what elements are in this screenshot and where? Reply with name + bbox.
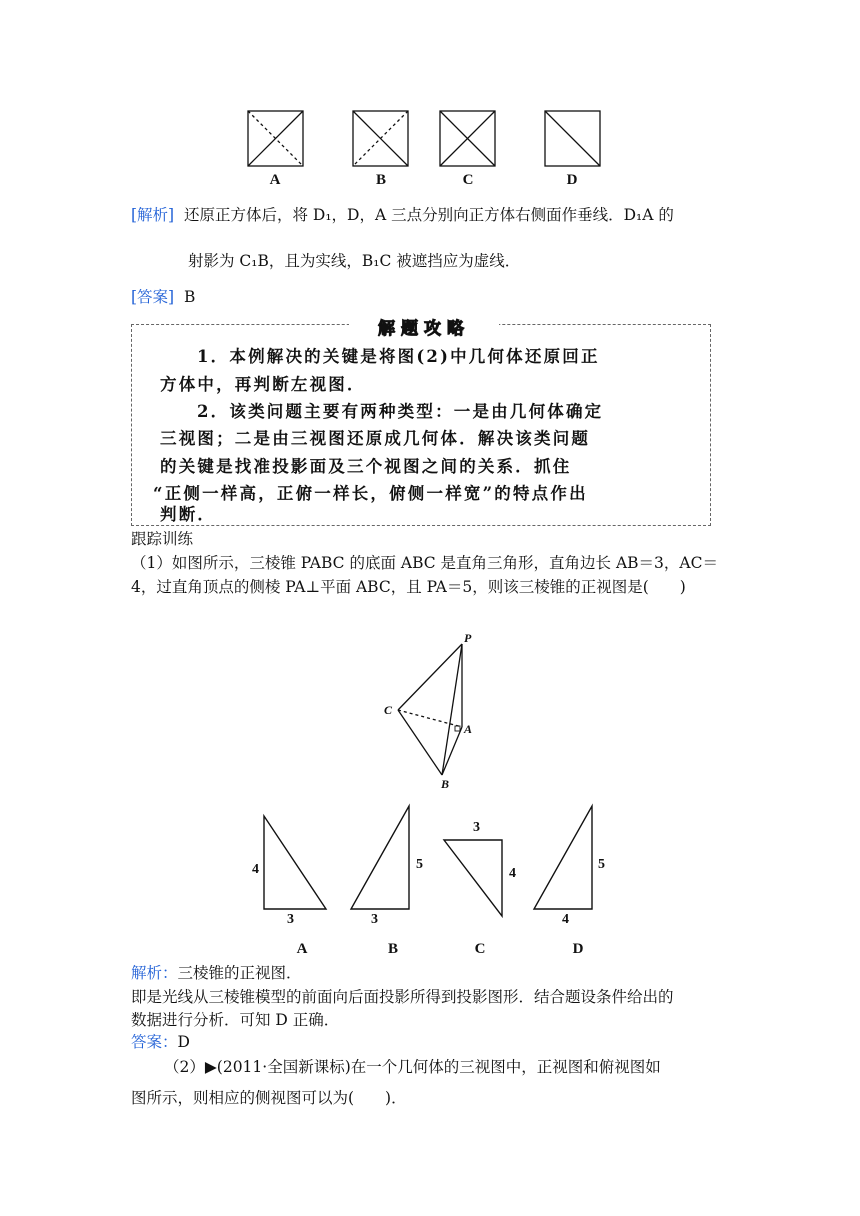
analysis-1-line-1 <box>131 204 674 226</box>
cube-view-options <box>0 0 860 200</box>
triangle-options <box>0 800 860 930</box>
strategy-line: 方体中，再判断左视图． <box>160 375 366 394</box>
vertex-c: C <box>384 703 393 717</box>
strategy-line: 1．本例解决的关键是将图(2)中几何体还原回正 <box>197 347 600 366</box>
tri-c-base: 3 <box>473 820 480 835</box>
analysis-text: 还原正方体后，将 D₁，D，A 三点分别向正方体右侧面作垂线．D₁A 的 <box>183 206 674 224</box>
answer-value: B <box>183 288 196 306</box>
strategy-line: 2．该类问题主要有两种类型：一是由几何体确定 <box>197 402 604 421</box>
tri-option-label-a: A <box>296 941 308 957</box>
tri-option-label-d: D <box>572 941 584 957</box>
cube-option-label-a: A <box>269 172 281 188</box>
tri-option-label-b: B <box>387 941 398 957</box>
vertex-a: A <box>464 722 473 736</box>
analysis-2-line-1 <box>131 962 302 984</box>
strategy-line: 判断． <box>160 505 217 524</box>
strategy-line: “正侧一样高，正俯一样长，俯侧一样宽”的特点作出 <box>153 484 588 503</box>
analysis-2-tag: 解析： <box>131 964 178 982</box>
tri-option-label-c: C <box>474 941 486 957</box>
cube-option-label-d: D <box>566 172 578 188</box>
tri-a-base: 3 <box>287 912 294 927</box>
analysis-2-text: 三棱锥的正视图． <box>177 964 302 982</box>
analysis-2-line-3: 数据进行分析．可知 D 正确． <box>131 1011 340 1029</box>
exercise-line-2: 4，过直角顶点的侧棱 PA⊥平面 ABC，且 PA＝5，则该三棱锥的正视图是( ) <box>131 578 686 596</box>
triangle-a <box>264 816 326 909</box>
cube-option-label-b: B <box>375 172 386 188</box>
exercise-heading: 跟踪训练 <box>131 530 194 548</box>
tri-b-side: 5 <box>416 857 423 872</box>
answer-2 <box>131 1031 190 1053</box>
answer-tag: [答案] <box>131 288 175 306</box>
triangle-c <box>444 840 502 916</box>
tri-d-side: 5 <box>598 857 605 872</box>
strategy-title: 解题攻略 <box>349 314 499 336</box>
tri-b-base: 3 <box>371 912 378 927</box>
strategy-line: 三视图；二是由三视图还原成几何体．解决该类问题 <box>160 429 591 448</box>
answer-2-tag: 答案： <box>131 1033 178 1051</box>
strategy-line: 的关键是找准投影面及三个视图之间的关系．抓住 <box>160 457 572 476</box>
cube-option-label-c: C <box>462 172 474 188</box>
analysis-2-line-2: 即是光线从三棱锥模型的前面向后面投影所得到投影图形．结合题设条件给出的 <box>131 988 674 1006</box>
answer-1 <box>131 286 195 308</box>
triangle-d <box>534 806 592 909</box>
analysis-tag: [解析] <box>131 206 175 224</box>
vertex-b: B <box>441 777 450 791</box>
answer-2-value: D <box>177 1033 190 1051</box>
tri-c-side: 4 <box>509 866 516 881</box>
analysis-1-line-2: 射影为 C₁B，且为实线，B₁C 被遮挡应为虚线． <box>188 252 521 270</box>
tri-d-base: 4 <box>562 912 569 927</box>
question-2-line-2: 图所示，则相应的侧视图可以为( )． <box>131 1089 407 1107</box>
exercise-line-1: （1）如图所示，三棱锥 PABC 的底面 ABC 是直角三角形，直角边长 AB＝3，AC＝ <box>131 554 718 572</box>
tri-a-side: 4 <box>252 862 259 877</box>
triangle-b <box>351 806 409 909</box>
vertex-p: P <box>464 631 472 645</box>
question-2-line-1: （2）▶(2011·全国新课标)在一个几何体的三视图中，正视图和俯视图如 <box>164 1058 661 1076</box>
